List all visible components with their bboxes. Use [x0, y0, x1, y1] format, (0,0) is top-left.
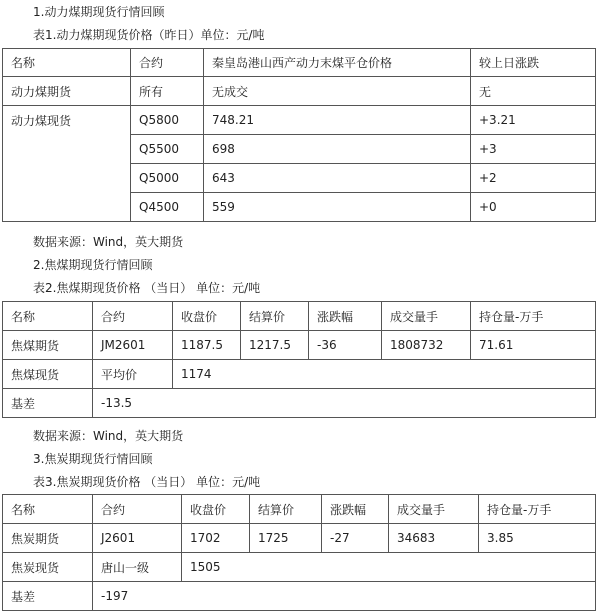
cell: -197 — [93, 582, 596, 611]
table-row — [3, 524, 596, 553]
cell: 3.85 — [479, 524, 596, 553]
contract-cell: Q4500 — [131, 193, 204, 222]
table-row — [3, 331, 596, 360]
change-cell: +3 — [471, 135, 596, 164]
header-cell: 涨跌幅 — [309, 302, 382, 331]
header-cell: 名称 — [3, 302, 93, 331]
change-cell: 无 — [471, 77, 596, 106]
cell: 1808732 — [382, 331, 471, 360]
header-cell: 收盘价 — [173, 302, 241, 331]
contract-cell: 所有 — [131, 77, 204, 106]
change-cell: +2 — [471, 164, 596, 193]
cell: 平均价 — [93, 360, 173, 389]
data-source-note: 数据来源：Wind，英大期货 — [33, 235, 184, 249]
contract-cell: Q5800 — [131, 106, 204, 135]
price-cell: 643 — [204, 164, 471, 193]
cell: 焦炭期货 — [3, 524, 93, 553]
header-cell: 较上日涨跌 — [471, 49, 596, 77]
header-cell: 名称 — [3, 495, 93, 524]
header-cell: 结算价 — [250, 495, 322, 524]
data-source-note: 数据来源：Wind，英大期货 — [33, 429, 184, 443]
cell: 1505 — [182, 553, 596, 582]
table-row — [3, 553, 596, 582]
cell: 1174 — [173, 360, 596, 389]
contract-cell: Q5000 — [131, 164, 204, 193]
header-cell: 成交量手 — [389, 495, 479, 524]
section2-heading: 2.焦煤期现货行情回顾 — [33, 258, 153, 272]
table2-coking-coal — [2, 301, 596, 418]
cell: 1217.5 — [241, 331, 309, 360]
cell: -13.5 — [93, 389, 596, 418]
name-cell: 动力煤期货 — [3, 77, 131, 106]
cell: J2601 — [93, 524, 182, 553]
cell: 唐山一级 — [93, 553, 182, 582]
price-cell: 无成交 — [204, 77, 471, 106]
table3-caption: 表3.焦炭期现货价格 （当日） 单位：元/吨 — [33, 475, 261, 489]
table-header-row — [3, 302, 596, 331]
header-cell: 合约 — [131, 49, 204, 77]
header-cell: 成交量手 — [382, 302, 471, 331]
table-header-row — [3, 495, 596, 524]
cell: 基差 — [3, 389, 93, 418]
section1-heading: 1.动力煤期现货行情回顾 — [33, 5, 165, 19]
cell: 焦煤现货 — [3, 360, 93, 389]
table-row — [3, 582, 596, 611]
table2-caption: 表2.焦煤期现货价格 （当日） 单位：元/吨 — [33, 281, 261, 295]
table-row — [3, 77, 596, 106]
cell: -36 — [309, 331, 382, 360]
table1-coal-prices — [2, 48, 596, 222]
cell: JM2601 — [93, 331, 173, 360]
price-cell: 559 — [204, 193, 471, 222]
cell: 1187.5 — [173, 331, 241, 360]
table-row — [3, 360, 596, 389]
price-cell: 698 — [204, 135, 471, 164]
header-cell: 秦皇岛港山西产动力末煤平仓价格 — [204, 49, 471, 77]
header-cell: 合约 — [93, 495, 182, 524]
table1-caption: 表1.动力煤期现货价格（昨日）单位：元/吨 — [33, 28, 265, 42]
table-header-row — [3, 49, 596, 77]
header-cell: 结算价 — [241, 302, 309, 331]
cell: 34683 — [389, 524, 479, 553]
header-cell: 名称 — [3, 49, 131, 77]
cell: 1725 — [250, 524, 322, 553]
cell: 焦炭现货 — [3, 553, 93, 582]
header-cell: 合约 — [93, 302, 173, 331]
table-row — [3, 106, 596, 135]
table3-coke — [2, 494, 596, 611]
header-cell: 收盘价 — [182, 495, 250, 524]
spot-name-cell: 动力煤现货 — [3, 106, 131, 222]
change-cell: +0 — [471, 193, 596, 222]
cell: 1702 — [182, 524, 250, 553]
cell: 焦煤期货 — [3, 331, 93, 360]
header-cell: 持仓量-万手 — [479, 495, 596, 524]
price-cell: 748.21 — [204, 106, 471, 135]
contract-cell: Q5500 — [131, 135, 204, 164]
table-row — [3, 389, 596, 418]
cell: 基差 — [3, 582, 93, 611]
section3-heading: 3.焦炭期现货行情回顾 — [33, 452, 153, 466]
cell: 71.61 — [471, 331, 596, 360]
header-cell: 持仓量-万手 — [471, 302, 596, 331]
header-cell: 涨跌幅 — [322, 495, 389, 524]
cell: -27 — [322, 524, 389, 553]
change-cell: +3.21 — [471, 106, 596, 135]
